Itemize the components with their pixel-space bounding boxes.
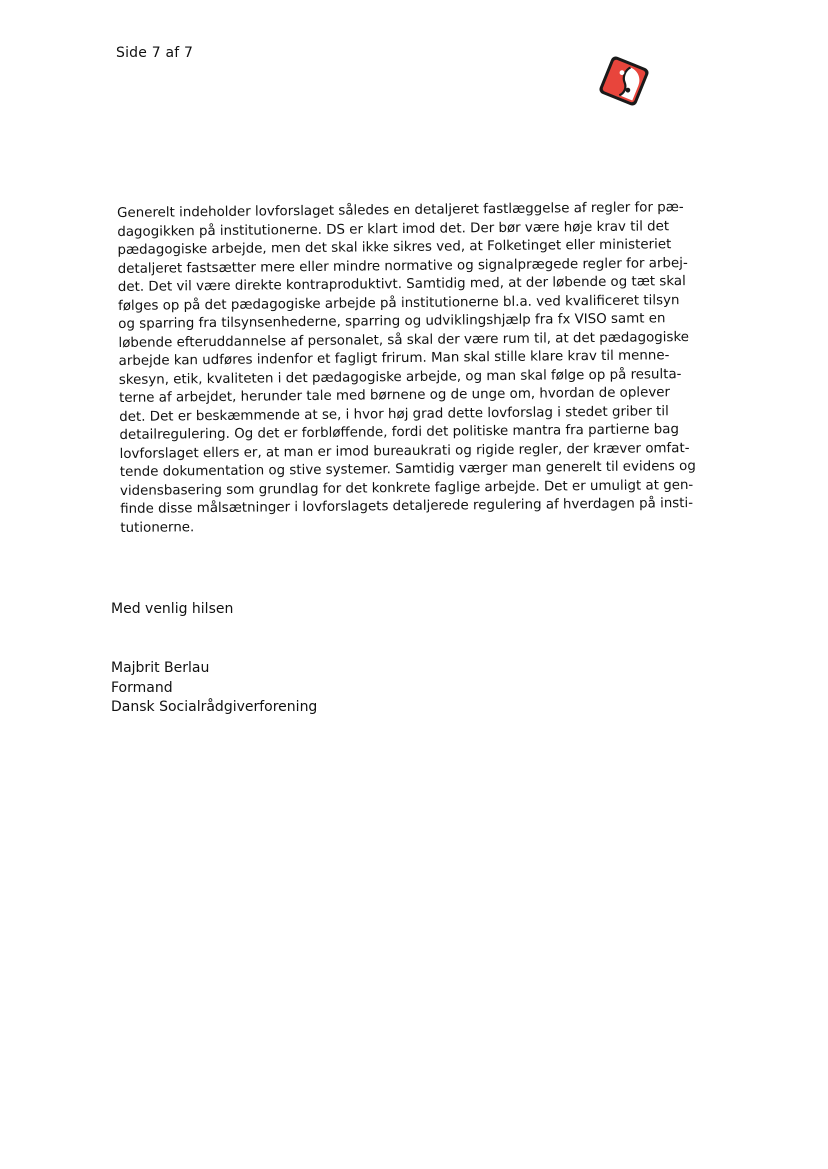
body-line: det. Det vil være direkte kontraproduktivt. Samtidig med, at der løbende og tæt skal bbox=[117, 274, 686, 295]
body-line: arbejde kan udføres indenfor et fagligt frirum. Man skal stille klare krav til menne- bbox=[118, 348, 670, 369]
ds-logo-icon bbox=[595, 52, 653, 110]
body-line: lovforslaget ellers er, at man er imod bureaukrati og rigide regler, der kræver omfat- bbox=[119, 440, 690, 462]
body-line: løbende efteruddannelse af personalet, så skal der være rum til, at det pædagogiske bbox=[118, 329, 690, 351]
body-line: tutionerne. bbox=[120, 519, 195, 536]
closing-salutation: Med venlig hilsen bbox=[111, 601, 234, 617]
body-line: detailregulering. Og det er forbløffende, fordi det politiske mantra fra partierne bag bbox=[119, 422, 680, 443]
signatory-title: Formand bbox=[111, 679, 173, 696]
body-line: pædagogiske arbejde, men det skal ikke sikres ved, at Folketinget eller ministeriet bbox=[117, 237, 672, 258]
signatory-organization: Dansk Socialrådgiverforening bbox=[111, 699, 318, 715]
signature-block bbox=[111, 659, 317, 718]
body-line: vidensbasering som grundlag for det konkrete faglige arbejde. Det er umuligt at gen- bbox=[119, 477, 694, 499]
body-line: Generelt indeholder lovforslaget således en detaljeret fastlæggelse af regler for pæ- bbox=[117, 200, 684, 221]
body-line: tende dokumentation og stive systemer. Samtidig værger man generelt til evidens og bbox=[119, 458, 696, 480]
body-line: det. Det er beskæmmende at se, i hvor høj grad dette lovforslag i stedet griber til bbox=[119, 403, 669, 425]
body-line: dagogikken på institutionerne. DS er klart imod det. Der bør være høje krav til det bbox=[117, 218, 670, 240]
signatory-name: Majbrit Berlau bbox=[111, 660, 210, 676]
body-line: følges op på det pædagogiske arbejde på institutionerne bl.a. ved kvalificeret tilsyn bbox=[117, 292, 680, 314]
body-line: terne af arbejdet, herunder tale med børnene og de unge om, hvordan de oplever bbox=[118, 385, 671, 406]
body-line: og sparring fra tilsynsenhederne, sparring og udviklingshjælp fra fx VISO samt en bbox=[118, 311, 666, 332]
letter-body bbox=[117, 199, 695, 538]
body-line: detaljeret fastsætter mere eller mindre normative og signalprægede regler for arbej- bbox=[117, 255, 688, 277]
body-line: finde disse målsætninger i lovforslagets detaljerede regulering af hverdagen på insti- bbox=[120, 495, 694, 517]
body-line: skesyn, etik, kvaliteten i det pædagogiske arbejde, og man skal følge op på resulta- bbox=[118, 366, 682, 388]
page-number: Side 7 af 7 bbox=[116, 45, 194, 61]
